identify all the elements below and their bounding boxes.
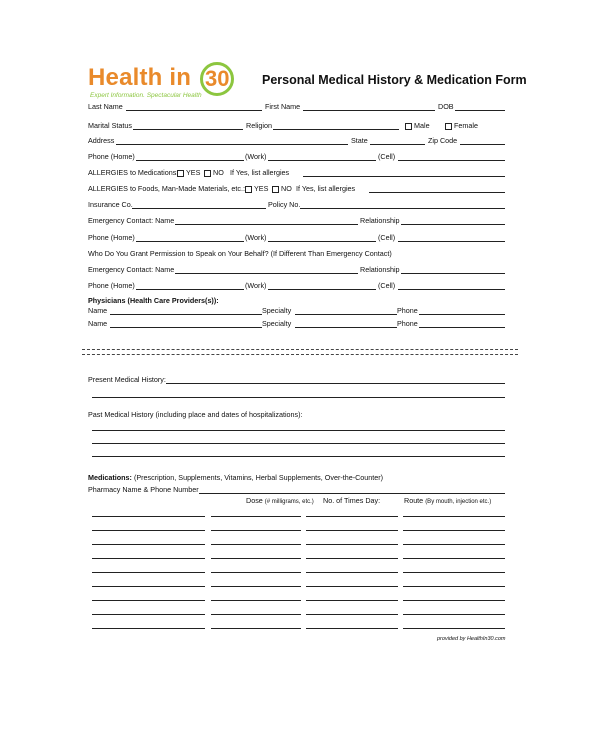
past-history-label: Past Medical History (including place and dates of hospitalizations): (88, 410, 303, 419)
logo-number: 30 (205, 66, 230, 91)
physician-name-label: Name (88, 306, 108, 315)
phone-work-field[interactable] (268, 241, 376, 242)
last-name-label: Last Name (88, 102, 123, 111)
phone-cell-field[interactable] (398, 160, 505, 161)
state-label: State (351, 136, 368, 145)
phone-work-field[interactable] (268, 160, 376, 161)
male-checkbox[interactable] (405, 123, 412, 130)
no-checkbox[interactable] (204, 170, 211, 177)
pharmacy-label: Pharmacy Name & Phone Number (88, 485, 199, 494)
physician-name-field[interactable] (110, 327, 262, 328)
footer-credit: provided by HealthIn30.com (437, 636, 506, 642)
first-name-label: First Name (265, 102, 301, 111)
medication-cell[interactable] (403, 628, 505, 629)
logo-tagline: Expert Information. Spectacular Health (90, 92, 202, 99)
allergies-foods-label: ALLERGIES to Foods, Man-Made Materials, etc.: (88, 184, 245, 193)
medication-cell[interactable] (211, 516, 301, 517)
phone-work-label: (Work) (245, 233, 267, 242)
phone-home-label: Phone (Home) (88, 152, 135, 161)
medication-cell[interactable] (211, 586, 301, 587)
section-divider (82, 354, 518, 355)
dob-field[interactable] (455, 110, 505, 111)
permission-label: Who Do You Grant Permission to Speak on Your Behalf? (If Different Than Emergency Contact) (88, 249, 392, 258)
past-history-line[interactable] (92, 456, 505, 457)
phone-home-label: Phone (Home) (88, 233, 135, 242)
allergies-med-yes[interactable] (177, 168, 200, 177)
medication-cell[interactable] (306, 558, 398, 559)
no-label: NO (213, 168, 224, 177)
present-history-field[interactable] (166, 383, 505, 384)
route-label: Route (404, 496, 424, 505)
medication-cell[interactable] (92, 558, 205, 559)
physician-name-label: Name (88, 319, 108, 328)
form-title: Personal Medical History & Medication Form (262, 73, 527, 87)
phone-cell-label: (Cell) (378, 233, 396, 242)
phone-home-field[interactable] (136, 241, 244, 242)
no-checkbox[interactable] (272, 186, 279, 193)
medication-cell[interactable] (403, 530, 505, 531)
medication-cell[interactable] (211, 544, 301, 545)
section-divider (82, 349, 518, 350)
medication-cell[interactable] (92, 530, 205, 531)
physicians-heading: Physicians (Health Care Providers(s)): (88, 296, 219, 305)
allergies-medications-label: ALLERGIES to Medications: (88, 168, 179, 177)
yes-checkbox[interactable] (177, 170, 184, 177)
allergies-food-field[interactable] (369, 192, 505, 193)
medication-cell[interactable] (306, 586, 398, 587)
phone-cell-label: (Cell) (378, 152, 396, 161)
present-history-line[interactable] (92, 397, 505, 398)
phone-field[interactable] (419, 314, 505, 315)
insurance-field[interactable] (132, 208, 266, 209)
medication-cell[interactable] (211, 600, 301, 601)
allergies-med-field[interactable] (303, 176, 505, 177)
logo-circle (200, 62, 234, 96)
if-yes-label: If Yes, list allergies (296, 184, 356, 193)
phone-label: Phone (397, 306, 418, 315)
first-name-field[interactable] (303, 110, 435, 111)
relationship-label: Relationship (360, 265, 400, 274)
specialty-label: Specialty (262, 306, 292, 315)
phone-cell-label: (Cell) (378, 281, 396, 290)
pharmacy-field[interactable] (199, 493, 505, 494)
emergency-contact-field[interactable] (175, 224, 358, 225)
permission-contact-field[interactable] (175, 273, 358, 274)
zip-code-label: Zip Code (428, 136, 458, 145)
medication-cell[interactable] (306, 628, 398, 629)
medication-cell[interactable] (92, 628, 205, 629)
phone-work-label: (Work) (245, 152, 267, 161)
medication-cell[interactable] (92, 516, 205, 517)
phone-label: Phone (397, 319, 418, 328)
physician-name-field[interactable] (110, 314, 262, 315)
route-examples: (By mouth, injection etc.) (425, 499, 492, 505)
medication-cell[interactable] (403, 600, 505, 601)
phone-field[interactable] (419, 327, 505, 328)
logo-word: Health in (88, 64, 192, 91)
dose-label: Dose (246, 496, 263, 505)
dose-header (246, 496, 314, 507)
dose-unit: (# milligrams, etc.) (264, 499, 314, 505)
medication-cell[interactable] (92, 614, 205, 615)
route-header (404, 496, 491, 507)
specialty-field[interactable] (295, 327, 397, 328)
marital-status-field[interactable] (133, 129, 243, 130)
medication-cell[interactable] (211, 558, 301, 559)
specialty-field[interactable] (295, 314, 397, 315)
allergies-food-yes[interactable] (245, 184, 268, 193)
medications-description: (Prescription, Supplements, Vitamins, Herbal Supplements, Over-the-Counter) (133, 473, 384, 482)
phone-home-label: Phone (Home) (88, 281, 135, 290)
medication-cell[interactable] (211, 530, 301, 531)
past-history-line[interactable] (92, 430, 505, 431)
male-label: Male (414, 121, 430, 130)
times-day-header: No. of Times Day: (323, 496, 381, 505)
allergies-med-no[interactable] (204, 168, 224, 177)
present-history-label: Present Medical History: (88, 375, 166, 384)
dob-label: DOB (438, 102, 454, 111)
relationship-label: Relationship (360, 216, 400, 225)
phone-home-field[interactable] (136, 289, 244, 290)
phone-cell-field[interactable] (398, 289, 505, 290)
yes-label: YES (186, 168, 201, 177)
state-field[interactable] (370, 144, 425, 145)
male-option[interactable] (405, 121, 430, 130)
medication-cell[interactable] (403, 558, 505, 559)
female-label: Female (454, 121, 478, 130)
marital-status-label: Marital Status (88, 121, 132, 130)
phone-cell-field[interactable] (398, 241, 505, 242)
insurance-label: Insurance Co. (88, 200, 133, 209)
zip-code-field[interactable] (460, 144, 505, 145)
medication-cell[interactable] (306, 530, 398, 531)
religion-field[interactable] (273, 129, 399, 130)
medication-cell[interactable] (403, 572, 505, 573)
medication-cell[interactable] (211, 572, 301, 573)
medication-cell[interactable] (92, 586, 205, 587)
policy-field[interactable] (300, 208, 505, 209)
medication-cell[interactable] (403, 516, 505, 517)
emergency-contact-label: Emergency Contact: Name (88, 265, 175, 274)
yes-label: YES (254, 184, 269, 193)
phone-home-field[interactable] (136, 160, 244, 161)
phone-work-field[interactable] (268, 289, 376, 290)
medication-cell[interactable] (92, 544, 205, 545)
past-history-line[interactable] (92, 443, 505, 444)
medication-cell[interactable] (92, 600, 205, 601)
address-field[interactable] (116, 144, 348, 145)
medication-cell[interactable] (403, 586, 505, 587)
yes-checkbox[interactable] (245, 186, 252, 193)
medication-cell[interactable] (306, 614, 398, 615)
medication-cell[interactable] (306, 544, 398, 545)
medication-cell[interactable] (403, 544, 505, 545)
medication-cell[interactable] (403, 614, 505, 615)
medication-cell[interactable] (306, 572, 398, 573)
relationship-field[interactable] (401, 273, 505, 274)
medication-cell[interactable] (211, 628, 301, 629)
allergies-food-no[interactable] (272, 184, 292, 193)
phone-work-label: (Work) (245, 281, 267, 290)
female-option[interactable] (445, 121, 478, 130)
emergency-contact-label: Emergency Contact: Name (88, 216, 175, 225)
medication-cell[interactable] (211, 614, 301, 615)
medication-cell[interactable] (306, 600, 398, 601)
specialty-label: Specialty (262, 319, 292, 328)
if-yes-label: If Yes, list allergies (230, 168, 290, 177)
policy-label: Policy No. (268, 200, 301, 209)
medication-cell[interactable] (92, 572, 205, 573)
female-checkbox[interactable] (445, 123, 452, 130)
medications-label: Medications: (88, 473, 132, 482)
medication-cell[interactable] (306, 516, 398, 517)
address-label: Address (88, 136, 115, 145)
relationship-field[interactable] (401, 224, 505, 225)
religion-label: Religion (246, 121, 272, 130)
medications-heading (88, 473, 383, 482)
no-label: NO (281, 184, 292, 193)
last-name-field[interactable] (126, 110, 262, 111)
